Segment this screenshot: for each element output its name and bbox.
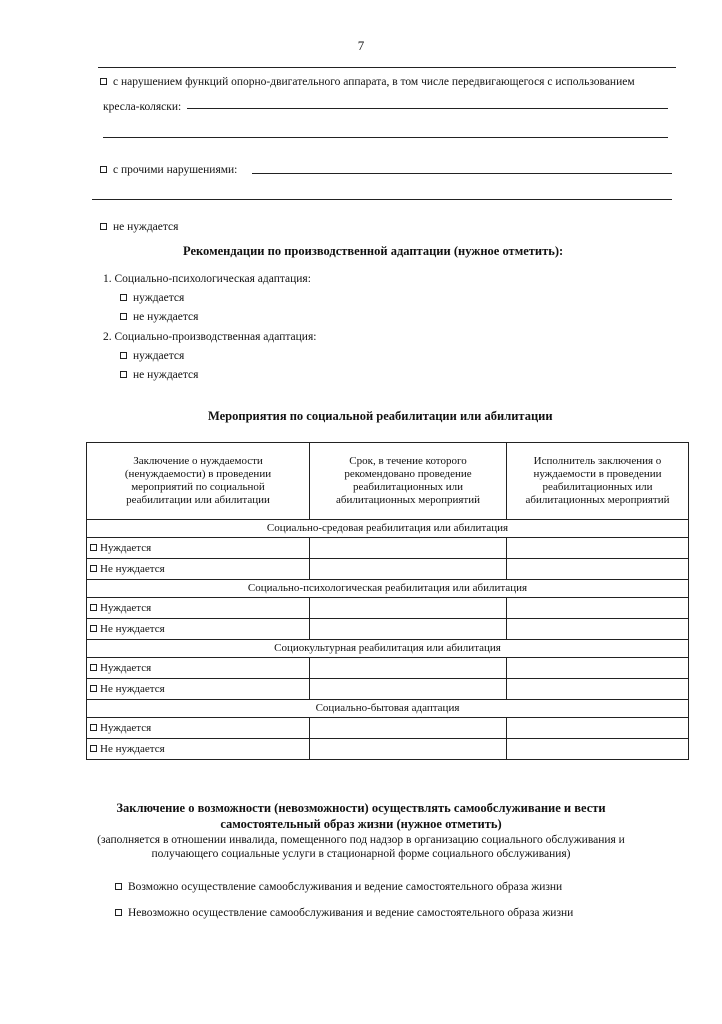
row-no-needs-label: Не нуждается [100,622,165,635]
checkbox-section-3-yes[interactable] [90,664,97,671]
term-cell[interactable] [310,598,507,619]
table-row [87,559,689,580]
section-title: Социально-бытовая адаптация [87,700,689,718]
option-not-needed [100,220,178,234]
section-title: Социально-средовая реабилитация или абилитация [87,520,689,538]
checkbox-section-1-no[interactable] [90,565,97,572]
term-cell[interactable] [310,658,507,679]
option-motor-label: с нарушением функций опорно-двигательного аппарата, в том числе передвигающегося с использованием [113,76,635,88]
checkbox-section-4-no[interactable] [90,745,97,752]
row-needs [87,718,310,739]
column-header-executor: Исполнитель заключения о нуждаемости в проведении реабилитационных или абилитационных мероприятий [507,443,689,520]
table-row [87,718,689,739]
row-no-needs [87,559,310,580]
conclusion-note-line-1: (заполняется в отношении инвалида, помещенного под надзор в организацию социального обслуживания и [97,834,625,846]
header-rule [98,67,676,68]
row-needs-label: Нуждается [100,541,152,554]
rehab-title: Мероприятия по социальной реабилитации или абилитации [208,409,553,423]
checkbox-section-2-no[interactable] [90,625,97,632]
column-header-term: Срок, в течение которого рекомендовано проведение реабилитационных или абилитационных мероприятий [310,443,507,520]
option-not-needed-label: не нуждается [113,221,179,233]
row-no-needs-label: Не нуждается [100,682,165,695]
executor-cell[interactable] [507,658,689,679]
row-needs-label: Нуждается [100,601,152,614]
industrial-item-1-no-label: не нуждается [133,311,199,323]
checkbox-motor[interactable] [100,78,107,85]
table-row [87,739,689,760]
table-row [87,538,689,559]
other-fill-line-2[interactable] [92,199,672,200]
option-self-care-impossible [115,906,573,920]
option-other [100,163,237,177]
row-needs [87,658,310,679]
industrial-item-2-yes-label: нуждается [133,350,185,362]
option-self-care-possible [115,880,562,894]
industrial-item-2-yes [120,349,184,363]
table-row [87,619,689,640]
executor-cell[interactable] [507,559,689,580]
row-no-needs-label: Не нуждается [100,742,165,755]
table-row [87,658,689,679]
table-row [87,598,689,619]
industrial-item-1-yes [120,291,184,305]
row-no-needs [87,739,310,760]
term-cell[interactable] [310,739,507,760]
executor-cell[interactable] [507,679,689,700]
option-other-label: с прочими нарушениями: [113,164,238,176]
table-row [87,679,689,700]
section-row [87,580,689,598]
option-self-care-possible-label: Возможно осуществление самообслуживания и ведение самостоятельного образа жизни [128,881,563,893]
checkbox-industrial-2-no[interactable] [120,371,127,378]
rehab-table-header [87,443,689,520]
executor-cell[interactable] [507,619,689,640]
term-cell[interactable] [310,559,507,580]
term-cell[interactable] [310,538,507,559]
checkbox-section-2-yes[interactable] [90,604,97,611]
wheelchair-fill-line[interactable] [187,108,668,109]
row-no-needs-label: Не нуждается [100,562,165,575]
industrial-item-2-no-label: не нуждается [133,369,199,381]
row-no-needs [87,619,310,640]
industrial-title: Рекомендации по производственной адаптации (нужное отметить): [183,244,564,258]
other-fill-line[interactable] [252,173,672,174]
checkbox-industrial-1-yes[interactable] [120,294,127,301]
executor-cell[interactable] [507,598,689,619]
industrial-item-1-no [120,310,198,324]
industrial-item-2-label: 2. Социально-производственная адаптация: [103,331,317,343]
executor-cell[interactable] [507,718,689,739]
checkbox-section-4-yes[interactable] [90,724,97,731]
checkbox-self-care-possible[interactable] [115,883,122,890]
option-motor [100,75,635,89]
row-needs [87,598,310,619]
wheelchair-label: кресла-коляски: [103,101,182,113]
section-title: Социально-психологическая реабилитация или абилитация [87,580,689,598]
industrial-item-1-label: 1. Социально-психологическая адаптация: [103,273,311,285]
checkbox-section-1-yes[interactable] [90,544,97,551]
section-row [87,640,689,658]
option-self-care-impossible-label: Невозможно осуществление самообслуживания и ведение самостоятельного образа жизни [128,907,574,919]
industrial-item-1-yes-label: нуждается [133,292,185,304]
row-needs [87,538,310,559]
term-cell[interactable] [310,718,507,739]
checkbox-industrial-1-no[interactable] [120,313,127,320]
term-cell[interactable] [310,619,507,640]
checkbox-self-care-impossible[interactable] [115,909,122,916]
row-needs-label: Нуждается [100,661,152,674]
section-row [87,520,689,538]
checkbox-other[interactable] [100,166,107,173]
conclusion-title-line-2: самостоятельный образ жизни (нужное отметить) [220,817,502,831]
row-needs-label: Нуждается [100,721,152,734]
wheelchair-fill-line-2[interactable] [103,137,668,138]
checkbox-industrial-2-yes[interactable] [120,352,127,359]
industrial-item-2-no [120,368,198,382]
checkbox-section-3-no[interactable] [90,685,97,692]
conclusion-title-line-1: Заключение о возможности (невозможности) осуществлять самообслуживание и вести [116,801,606,815]
term-cell[interactable] [310,679,507,700]
page-number: 7 [357,38,365,53]
conclusion-note-line-2: получающего социальные услуги в стационарной форме социального обслуживания) [151,848,571,860]
row-no-needs [87,679,310,700]
rehab-table [86,442,689,760]
executor-cell[interactable] [507,538,689,559]
section-title: Социокультурная реабилитация или абилитация [87,640,689,658]
column-header-conclusion: Заключение о нуждаемости (ненуждаемости) в проведении мероприятий по социальной реабилитации или абилитации [87,443,310,520]
checkbox-not-needed[interactable] [100,223,107,230]
section-row [87,700,689,718]
executor-cell[interactable] [507,739,689,760]
